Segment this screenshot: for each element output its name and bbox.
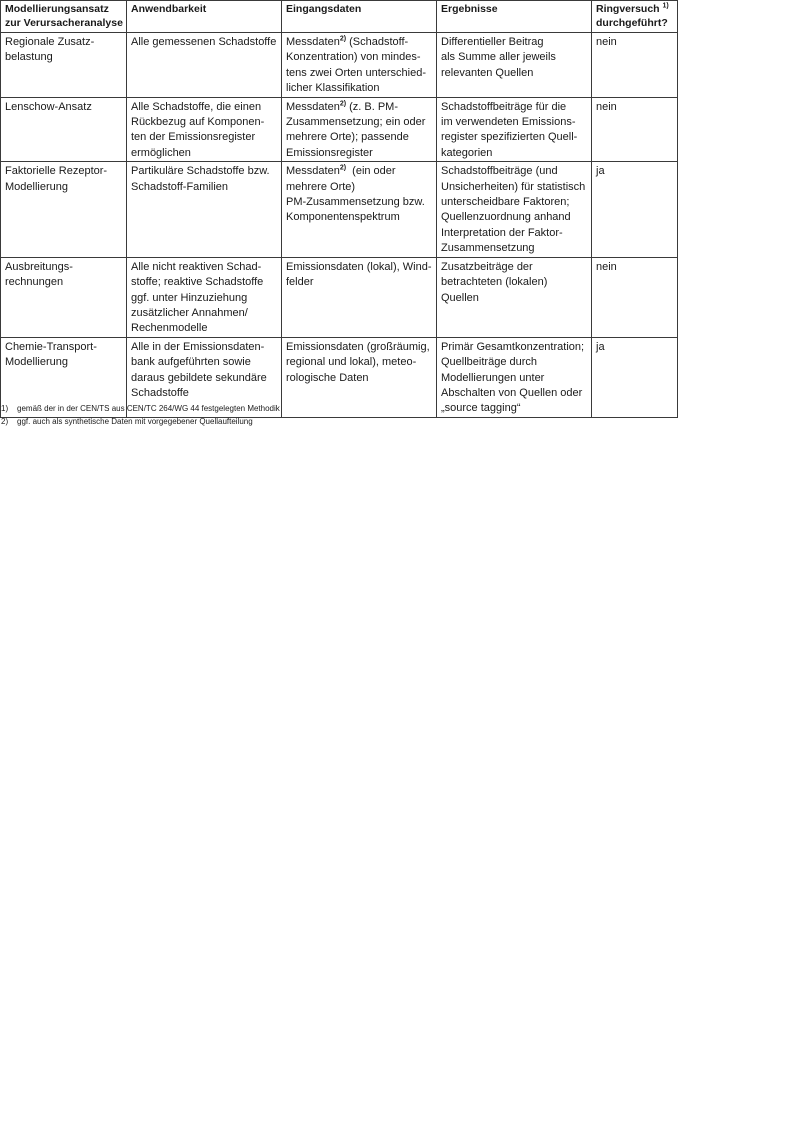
footnote-marker: 1): [1, 404, 9, 413]
footnotes: [1, 402, 280, 428]
cell-eingangsdaten: Emissionsdaten (lokal), Wind- felder: [282, 257, 437, 337]
cell-eingangsdaten: Emissionsdaten (großräumig, regional und lokal), meteo- rologische Daten: [282, 337, 437, 417]
footnote-text: gemäß der in der CEN/TS aus CEN/TC 264/WG 44 festgelegten Methodik: [17, 404, 280, 413]
cell-ergebnisse: Zusatzbeiträge der betrachteten (lokalen) Quellen: [437, 257, 592, 337]
cell-eingangsdaten: Messdaten$^{2)}$ (ein oder mehrere Orte) PM-Zusammensetzung bzw. Komponentenspektrum: [282, 162, 437, 257]
cell-ringversuch: ja: [592, 337, 678, 417]
cell-anwendbarkeit: Alle Schadstoffe, die einen Rückbezug auf Komponen- ten der Emissionsregister ermöglichen: [127, 97, 282, 162]
table-row: [1, 257, 678, 337]
table-header-row: [1, 1, 678, 33]
table-row: [1, 97, 678, 162]
cell-anwendbarkeit: Alle nicht reaktiven Schad- stoffe; reaktive Schadstoffe ggf. unter Hinzuziehung zusätzlicher Annahmen/ Rechenmodelle: [127, 257, 282, 337]
cell-ringversuch: nein: [592, 257, 678, 337]
source-attribution-table: [0, 0, 678, 418]
cell-ergebnisse: Primär Gesamtkonzentration; Quellbeiträge durch Modellierungen unter Abschalten von Quellen oder „source tagging“: [437, 337, 592, 417]
cell-ansatz: Faktorielle Rezeptor- Modellierung: [1, 162, 127, 257]
cell-eingangsdaten: Messdaten$^{2)}$ (z. B. PM- Zusammensetzung; ein oder mehrere Orte); passende Emissionsregister: [282, 97, 437, 162]
cell-anwendbarkeit: Alle gemessenen Schadstoffe: [127, 33, 282, 98]
table-row: [1, 33, 678, 98]
header-ringversuch: Ringversuch $^{1)}$ durchgeführt?: [592, 1, 678, 33]
cell-ansatz: Regionale Zusatz- belastung: [1, 33, 127, 98]
cell-ringversuch: nein: [592, 97, 678, 162]
footnote-text: ggf. auch als synthetische Daten mit vorgegebener Quellaufteilung: [17, 417, 253, 426]
footnote: [1, 415, 280, 428]
header-modellierungsansatz: Modellierungsansatz zur Verursacheranalyse: [1, 1, 127, 33]
table-row: [1, 162, 678, 257]
header-ergebnisse: Ergebnisse: [437, 1, 592, 33]
cell-ringversuch: ja: [592, 162, 678, 257]
header-anwendbarkeit: Anwendbarkeit: [127, 1, 282, 33]
cell-ringversuch: nein: [592, 33, 678, 98]
cell-anwendbarkeit: Partikuläre Schadstoffe bzw. Schadstoff-Familien: [127, 162, 282, 257]
footnote: [1, 402, 280, 415]
cell-ansatz: Ausbreitungs- rechnungen: [1, 257, 127, 337]
cell-eingangsdaten: Messdaten$^{2)}$ (Schadstoff- Konzentration) von mindes- tens zwei Orten unterschied- licher Klassifikation: [282, 33, 437, 98]
header-eingangsdaten: Eingangsdaten: [282, 1, 437, 33]
cell-ergebnisse: Schadstoffbeiträge für die im verwendeten Emissions- register spezifizierten Quell- kategorien: [437, 97, 592, 162]
cell-ansatz: Lenschow-Ansatz: [1, 97, 127, 162]
footnote-marker: 2): [1, 417, 9, 426]
cell-ansatz: Chemie-Transport- Modellierung: [1, 337, 127, 417]
cell-anwendbarkeit: Alle in der Emissionsdaten- bank aufgeführten sowie daraus gebildete sekundäre Schadstoffe: [127, 337, 282, 417]
cell-ergebnisse: Schadstoffbeiträge (und Unsicherheiten) für statistisch unterscheidbare Faktoren; Quellenzuordnung anhand Interpretation der Faktor- Zusammensetzung: [437, 162, 592, 257]
cell-ergebnisse: Differentieller Beitrag als Summe aller jeweils relevanten Quellen: [437, 33, 592, 98]
